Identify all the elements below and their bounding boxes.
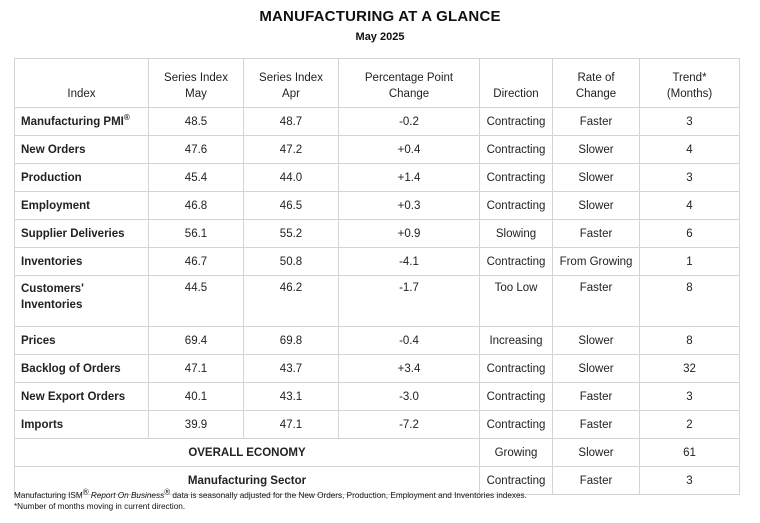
rate-cell: Slower <box>553 327 640 355</box>
table-row <box>15 164 740 192</box>
series-may-cell: 40.1 <box>149 383 244 411</box>
change-cell: +0.3 <box>339 192 480 220</box>
index-name: Customers' Inventories <box>15 276 149 327</box>
series-apr-cell: 48.7 <box>244 108 339 136</box>
series-apr-cell: 43.1 <box>244 383 339 411</box>
direction-cell: Contracting <box>480 411 553 439</box>
table-row <box>15 136 740 164</box>
header-series-apr: Series Index Apr <box>244 59 339 108</box>
trend-cell: 3 <box>640 467 740 495</box>
trend-cell: 3 <box>640 164 740 192</box>
series-may-cell: 46.7 <box>149 248 244 276</box>
change-cell: -1.7 <box>339 276 480 327</box>
series-may-cell: 47.1 <box>149 355 244 383</box>
index-name: Employment <box>15 192 149 220</box>
summary-row-overall-economy <box>15 439 740 467</box>
series-may-cell: 44.5 <box>149 276 244 327</box>
change-cell: +1.4 <box>339 164 480 192</box>
rate-cell: Slower <box>553 355 640 383</box>
index-name: Supplier Deliveries <box>15 220 149 248</box>
direction-cell: Slowing <box>480 220 553 248</box>
change-cell: -0.2 <box>339 108 480 136</box>
trend-cell: 4 <box>640 136 740 164</box>
change-cell: +0.4 <box>339 136 480 164</box>
index-name: New Export Orders <box>15 383 149 411</box>
series-may-cell: 46.8 <box>149 192 244 220</box>
rate-cell: Faster <box>553 220 640 248</box>
page-subtitle: May 2025 <box>355 31 405 43</box>
table-row <box>15 355 740 383</box>
direction-cell: Contracting <box>480 467 553 495</box>
change-cell: +3.4 <box>339 355 480 383</box>
direction-cell: Contracting <box>480 108 553 136</box>
footnote-seasonal: Manufacturing ISM® Report On Business® data is seasonally adjusted for the New Orders, Production, Employment and Inventories indexes. <box>14 487 527 500</box>
table-row <box>15 276 740 327</box>
header-rate: Rate of Change <box>553 59 640 108</box>
rate-cell: Slower <box>553 192 640 220</box>
rate-cell: Faster <box>553 108 640 136</box>
rate-cell: Slower <box>553 164 640 192</box>
direction-cell: Contracting <box>480 136 553 164</box>
rate-cell: From Growing <box>553 248 640 276</box>
rate-cell: Faster <box>553 383 640 411</box>
series-apr-cell: 43.7 <box>244 355 339 383</box>
glance-table <box>14 58 740 495</box>
direction-cell: Growing <box>480 439 553 467</box>
trend-cell: 2 <box>640 411 740 439</box>
rate-cell: Slower <box>553 439 640 467</box>
trend-cell: 3 <box>640 383 740 411</box>
summary-label: OVERALL ECONOMY <box>15 439 480 467</box>
series-apr-cell: 46.5 <box>244 192 339 220</box>
header-index: Index <box>15 59 149 108</box>
series-may-cell: 69.4 <box>149 327 244 355</box>
change-cell: -3.0 <box>339 383 480 411</box>
change-cell: -0.4 <box>339 327 480 355</box>
trend-cell: 3 <box>640 108 740 136</box>
trend-cell: 6 <box>640 220 740 248</box>
rate-cell: Slower <box>553 136 640 164</box>
series-apr-cell: 44.0 <box>244 164 339 192</box>
direction-cell: Contracting <box>480 383 553 411</box>
table-header-row <box>15 59 740 108</box>
series-apr-cell: 55.2 <box>244 220 339 248</box>
direction-cell: Contracting <box>480 164 553 192</box>
rate-cell: Faster <box>553 467 640 495</box>
series-may-cell: 56.1 <box>149 220 244 248</box>
series-may-cell: 47.6 <box>149 136 244 164</box>
series-may-cell: 45.4 <box>149 164 244 192</box>
table-row <box>15 192 740 220</box>
direction-cell: Too Low <box>480 276 553 327</box>
trend-cell: 1 <box>640 248 740 276</box>
direction-cell: Contracting <box>480 355 553 383</box>
series-apr-cell: 46.2 <box>244 276 339 327</box>
series-apr-cell: 47.1 <box>244 411 339 439</box>
header-series-may: Series Index May <box>149 59 244 108</box>
direction-cell: Contracting <box>480 192 553 220</box>
index-name: Imports <box>15 411 149 439</box>
summary-label: Manufacturing Sector <box>15 467 480 495</box>
header-change: Percentage Point Change <box>339 59 480 108</box>
table-row <box>15 383 740 411</box>
index-name: Manufacturing PMI® <box>15 108 149 136</box>
change-cell: -7.2 <box>339 411 480 439</box>
footnote-trend: *Number of months moving in current direction. <box>14 502 186 511</box>
table-row <box>15 411 740 439</box>
page-title: MANUFACTURING AT A GLANCE <box>259 8 501 25</box>
rate-cell: Faster <box>553 276 640 327</box>
series-apr-cell: 69.8 <box>244 327 339 355</box>
change-cell: +0.9 <box>339 220 480 248</box>
trend-cell: 8 <box>640 327 740 355</box>
change-cell: -4.1 <box>339 248 480 276</box>
index-name: Backlog of Orders <box>15 355 149 383</box>
table-row <box>15 248 740 276</box>
header-trend: Trend* (Months) <box>640 59 740 108</box>
trend-cell: 8 <box>640 276 740 327</box>
index-name: Prices <box>15 327 149 355</box>
table-row <box>15 327 740 355</box>
trend-cell: 4 <box>640 192 740 220</box>
table-row <box>15 220 740 248</box>
index-name: Production <box>15 164 149 192</box>
series-may-cell: 39.9 <box>149 411 244 439</box>
rate-cell: Faster <box>553 411 640 439</box>
series-apr-cell: 50.8 <box>244 248 339 276</box>
header-direction: Direction <box>480 59 553 108</box>
index-name: New Orders <box>15 136 149 164</box>
trend-cell: 61 <box>640 439 740 467</box>
direction-cell: Contracting <box>480 248 553 276</box>
series-may-cell: 48.5 <box>149 108 244 136</box>
table-row <box>15 108 740 136</box>
direction-cell: Increasing <box>480 327 553 355</box>
index-name: Inventories <box>15 248 149 276</box>
trend-cell: 32 <box>640 355 740 383</box>
series-apr-cell: 47.2 <box>244 136 339 164</box>
